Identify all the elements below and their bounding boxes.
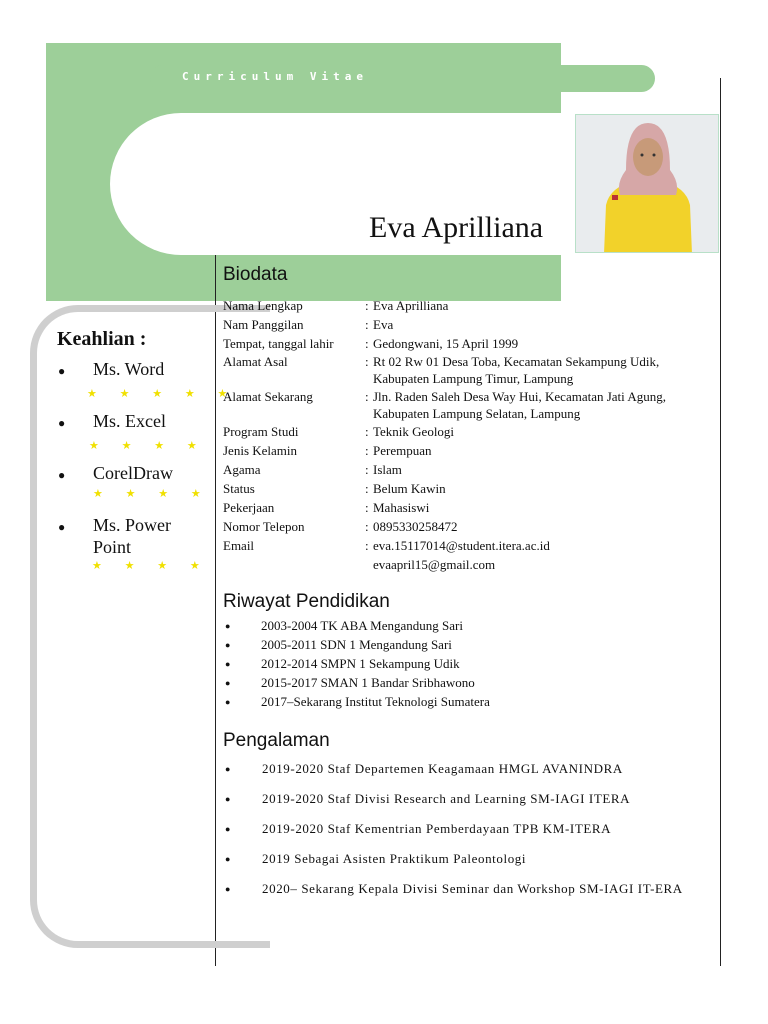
biodata-value: Islam [373,462,402,477]
experience-text: 2019-2020 Staf Kementrian Pemberdayaan TPB KM-ITERA [262,821,612,836]
person-photo-icon [576,115,719,253]
colon: : [365,317,369,332]
bullet-icon: ● [225,794,232,804]
bullet-icon: ● [225,824,232,834]
bullet-icon: ● [225,621,231,631]
biodata-value: Mahasiswi [373,500,430,515]
education-text: 2003-2004 TK ABA Mengandung Sari [261,618,463,633]
biodata-key: Agama [223,462,261,477]
bullet-icon: ● [225,640,231,650]
bullet-icon: ● [225,884,232,894]
biodata-value: Eva Aprilliana [373,298,449,313]
profile-photo [575,114,719,253]
skill-stars: ★ ★ ★ ★ [89,440,207,452]
bullet-icon: ● [225,764,232,774]
biodata-key: Alamat Sekarang [223,389,313,404]
bullet-icon: ● [58,416,66,430]
biodata-key: Email [223,538,255,553]
skill-stars: ★ ★ ★ ★ ★ [87,388,238,400]
biodata-key: Program Studi [223,424,299,439]
education-text: 2012-2014 SMPN 1 Sekampung Udik [261,656,460,671]
biodata-value: Jln. Raden Saleh Desa Way Hui, Kecamatan Jati Agung, Kabupaten Lampung Selatan, Lampung [373,389,666,421]
colon: : [365,354,369,369]
experience-text: 2020– Sekarang Kepala Divisi Seminar dan Workshop SM-IAGI IT-ERA [262,881,683,896]
biodata-value: Teknik Geologi [373,424,455,439]
skill-label: Ms. Word [93,359,165,379]
colon: : [365,298,369,313]
bullet-icon: ● [225,678,231,688]
biodata-key: Nama Lengkap [223,298,303,313]
education-text: 2005-2011 SDN 1 Mengandung Sari [261,637,452,652]
biodata-key: Jenis Kelamin [223,443,298,458]
bullet-icon: ● [58,468,66,482]
skill-stars: ★ ★ ★ ★ [93,488,211,500]
colon: : [365,389,369,404]
skill-stars: ★ ★ ★ ★ [92,560,210,572]
bullet-icon: ● [225,854,232,864]
biodata-key: Tempat, tanggal lahir [223,336,334,351]
skills-title: Keahlian : [57,328,147,350]
biodata-key: Nomor Telepon [223,519,305,534]
biodata-key: Status [223,481,255,496]
colon: : [365,443,369,458]
biodata-value: 0895330258472 [373,519,458,534]
biodata-value: Gedongwani, 15 April 1999 [373,336,519,351]
bullet-icon: ● [225,697,231,707]
skill-label: Ms. Power Point [93,515,172,557]
biodata-title: Biodata [223,264,288,285]
colon: : [365,481,369,496]
colon: : [365,336,369,351]
colon: : [365,424,369,439]
bullet-icon: ● [58,364,66,378]
education-text: 2017–Sekarang Institut Teknologi Sumatera [261,694,490,709]
bullet-icon: ● [225,659,231,669]
full-name: Eva Aprilliana [369,211,544,244]
skill-label: Ms. Excel [93,411,166,431]
education-title: Riwayat Pendidikan [223,591,390,612]
education-text: 2015-2017 SMAN 1 Bandar Sribhawono [261,675,475,690]
cv-label: Curriculum Vitae [182,70,368,83]
experience-text: 2019-2020 Staf Departemen Keagamaan HMGL AVANINDRA [262,761,623,776]
biodata-key: Nam Panggilan [223,317,304,332]
biodata-value: Eva [373,317,394,332]
experience-text: 2019 Sebagai Asisten Praktikum Paleontologi [262,851,527,866]
email-link-secondary[interactable]: evaapril15@gmail.com [373,557,496,572]
colon: : [365,500,369,515]
biodata-value: Perempuan [373,443,432,458]
bullet-icon: ● [58,520,66,534]
skill-label: CorelDraw [93,463,173,483]
experience-title: Pengalaman [223,730,330,751]
colon: : [365,462,369,477]
right-divider [720,78,721,966]
biodata-key: Pekerjaan [223,500,275,515]
email-link[interactable]: eva.15117014@student.itera.ac.id [373,538,550,553]
biodata-value: Belum Kawin [373,481,446,496]
biodata-key: Alamat Asal [223,354,288,369]
experience-text: 2019-2020 Staf Divisi Research and Learning SM-IAGI ITERA [262,791,631,806]
colon: : [365,538,369,553]
colon: : [365,519,369,534]
biodata-value: Rt 02 Rw 01 Desa Toba, Kecamatan Sekampung Udik, Kabupaten Lampung Timur, Lampung [373,354,660,386]
